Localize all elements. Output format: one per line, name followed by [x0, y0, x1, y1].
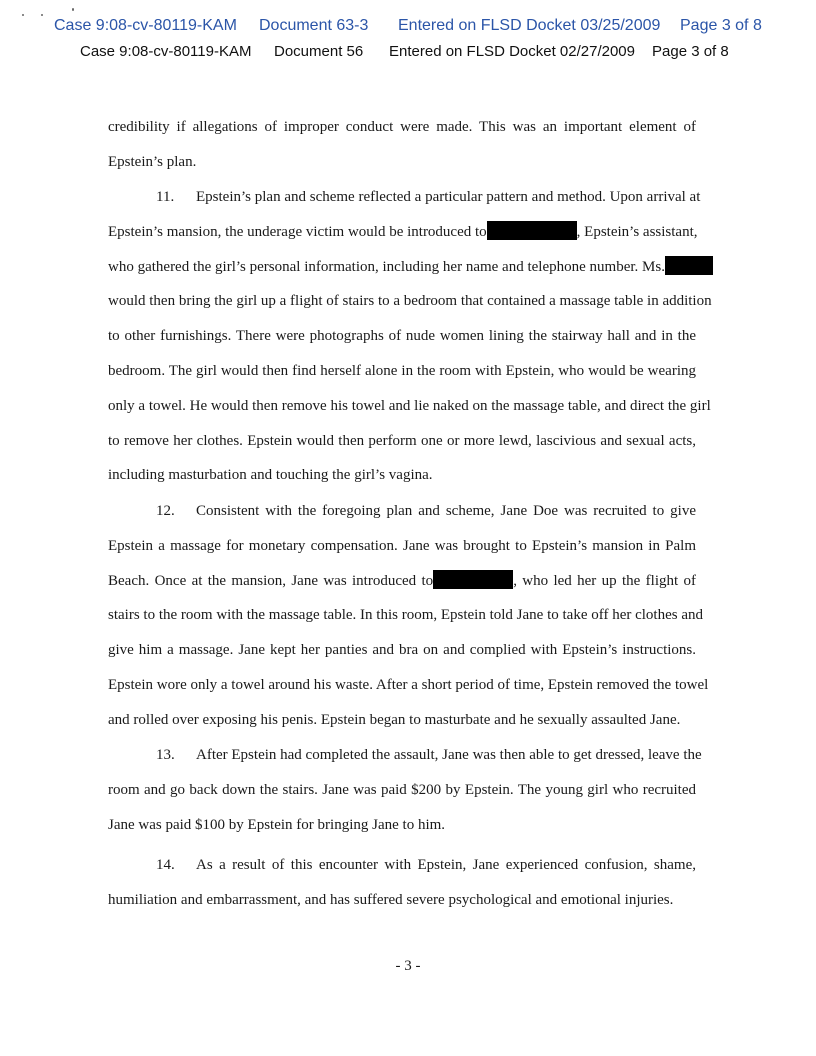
- page-indicator: Page 3 of 8: [680, 17, 762, 34]
- scan-speck: [22, 14, 24, 16]
- paragraph-13: 13. After Epstein had completed the assault, Jane was then able to get dressed, leave the room and go back down the stairs. Jane was paid $200 by Epstein. The young girl who recruited Jane was paid $100 by Epstein for bringing Jane to him.: [108, 738, 696, 842]
- scan-speck: [72, 8, 74, 11]
- paragraph-11: 11. Epstein’s plan and scheme reflected a particular pattern and method. Upon arrival at Epstein’s mansion, the underage victim would be introduced to , Epstein’s assistant, who gathered the girl’s personal information, including her name and telephone number. Ms. would then bring the girl up a flight of stairs to a bedroom that contained a massage table in addition to other furnishings. There were photographs of nude women lining the stairway hall and in the bedroom. The girl would then find herself alone in the room with Epstein, who would be wearing only a towel. He would then remove his towel and lie naked on the massage table, and direct the girl to remove her clothes. Epstein would then perform one or more lewd, lascivious and sexual acts, including masturbation and touching the girl’s vagina.: [108, 180, 696, 493]
- entered-date: Entered on FLSD Docket 03/25/2009: [398, 17, 661, 34]
- document-number: Document 63-3: [259, 17, 369, 34]
- redaction-block: [487, 221, 577, 240]
- page-number: - 3 -: [395, 958, 421, 974]
- page-indicator: Page 3 of 8: [652, 43, 729, 60]
- paragraph-continuation: credibility if allegations of improper conduct were made. This was an important element of Epstein’s plan.: [108, 119, 696, 170]
- redaction-block: [433, 570, 513, 589]
- case-number: Case 9:08-cv-80119-KAM: [80, 43, 252, 60]
- case-number: Case 9:08-cv-80119-KAM: [54, 17, 237, 34]
- paragraph-number: 11.: [156, 189, 175, 205]
- entered-date: Entered on FLSD Docket 02/27/2009: [389, 43, 635, 60]
- paragraph-number: 14.: [156, 857, 175, 873]
- paragraph-number: 13.: [156, 747, 175, 763]
- scan-speck: [41, 14, 43, 16]
- paragraph-number: 12.: [156, 503, 175, 519]
- paragraph-12: 12. Consistent with the foregoing plan and scheme, Jane Doe was recruited to give Epstein a massage for monetary compensation. Jane was brought to Epstein’s mansion in Palm Beach. Once at the mansion, Jane was introduced to , who led her up the flight of stairs to the room with the massage table. In this room, Epstein told Jane to take off her clothes and give him a massage. Jane kept her panties and bra on and complied with Epstein’s instructions. Epstein wore only a towel around his waste. After a short period of time, Epstein removed the towel and rolled over exposing his penis. Epstein began to masturbate and he sexually assaulted Jane.: [108, 494, 696, 738]
- paragraph-14: 14. As a result of this encounter with Epstein, Jane experienced confusion, shame, humiliation and embarrassment, and has suffered severe psychological and emotional injuries.: [108, 848, 696, 918]
- redaction-block: [665, 256, 713, 275]
- document-number: Document 56: [274, 43, 364, 60]
